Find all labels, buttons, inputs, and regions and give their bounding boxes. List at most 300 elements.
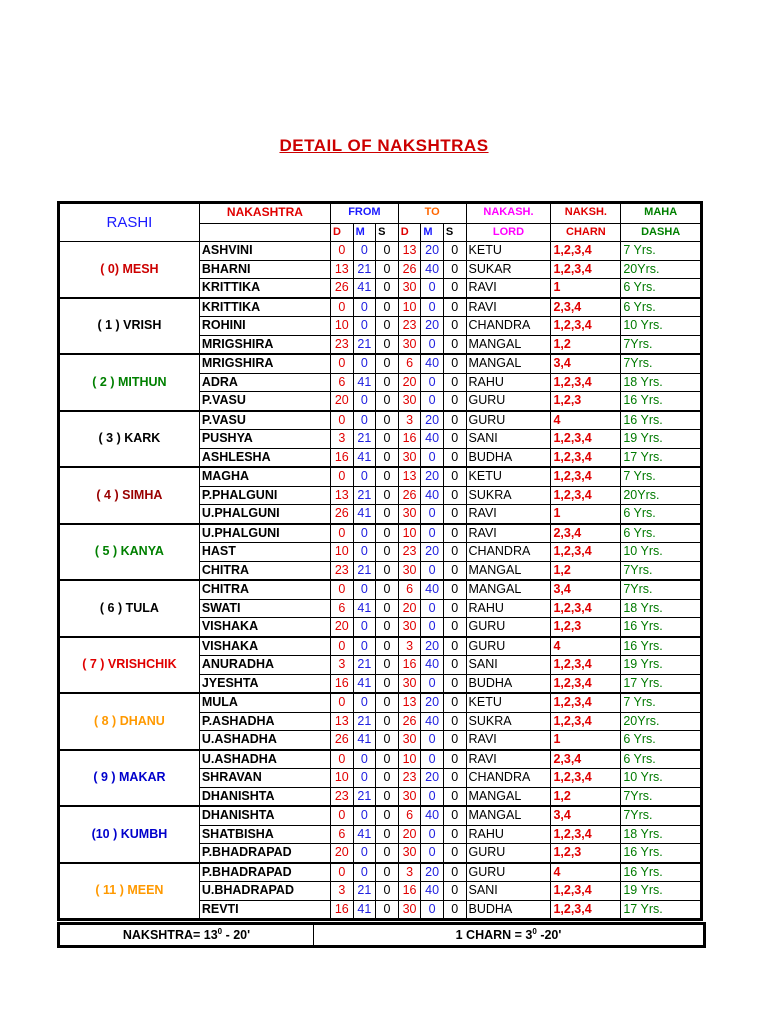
rashi-cell: ( 7 ) VRISHCHIK xyxy=(59,637,200,694)
to-minute: 40 xyxy=(421,712,444,731)
from-degree: 0 xyxy=(331,467,354,486)
table-row xyxy=(59,242,702,261)
to-minute: 40 xyxy=(421,656,444,675)
table-row xyxy=(59,411,702,430)
from-degree: 0 xyxy=(331,524,354,543)
header-from: FROM xyxy=(331,203,399,224)
header-to-d: D xyxy=(398,224,421,242)
nakshatra-name: MRIGSHIRA xyxy=(199,354,330,373)
nakshatra-lord: SANI xyxy=(466,656,551,675)
to-degree: 13 xyxy=(398,242,421,261)
nakshatra-name: VISHAKA xyxy=(199,618,330,637)
from-degree: 20 xyxy=(331,392,354,411)
from-degree: 13 xyxy=(331,712,354,731)
charn: 1,2,3,4 xyxy=(551,599,621,618)
from-minute: 41 xyxy=(353,448,376,467)
to-second: 0 xyxy=(443,467,466,486)
to-degree: 30 xyxy=(398,900,421,920)
to-second: 0 xyxy=(443,411,466,430)
table-row xyxy=(59,524,702,543)
to-minute: 40 xyxy=(421,806,444,825)
maha-dasha: 16 Yrs. xyxy=(621,411,702,430)
rashi-cell: ( 0) MESH xyxy=(59,242,200,298)
from-second: 0 xyxy=(376,750,399,769)
footer-row xyxy=(59,924,705,947)
from-minute: 0 xyxy=(353,750,376,769)
from-second: 0 xyxy=(376,900,399,920)
from-second: 0 xyxy=(376,524,399,543)
from-minute: 0 xyxy=(353,806,376,825)
to-second: 0 xyxy=(443,524,466,543)
to-second: 0 xyxy=(443,430,466,449)
from-second: 0 xyxy=(376,335,399,354)
charn: 1,2,3,4 xyxy=(551,373,621,392)
header-nakashtra: NAKASHTRA xyxy=(199,203,330,224)
to-degree: 30 xyxy=(398,731,421,750)
from-second: 0 xyxy=(376,411,399,430)
nakshatra-name: CHITRA xyxy=(199,561,330,580)
nakshatra-name: ANURADHA xyxy=(199,656,330,675)
nakshatra-name: DHANISHTA xyxy=(199,787,330,806)
from-degree: 10 xyxy=(331,543,354,562)
charn: 1,2,3,4 xyxy=(551,674,621,693)
to-second: 0 xyxy=(443,317,466,336)
from-minute: 0 xyxy=(353,637,376,656)
to-second: 0 xyxy=(443,580,466,599)
from-degree: 0 xyxy=(331,806,354,825)
to-second: 0 xyxy=(443,844,466,863)
from-minute: 21 xyxy=(353,712,376,731)
maha-dasha: 6 Yrs. xyxy=(621,279,702,298)
charn: 1,2,3,4 xyxy=(551,543,621,562)
footer-left-text: NAKSHTRA= 13 xyxy=(122,928,218,943)
from-second: 0 xyxy=(376,505,399,524)
nakshatra-name: P.VASU xyxy=(199,411,330,430)
from-degree: 23 xyxy=(331,787,354,806)
charn: 1,2,3,4 xyxy=(551,712,621,731)
nakshatra-lord: SUKRA xyxy=(466,712,551,731)
header-lord-2: LORD xyxy=(466,224,551,242)
to-second: 0 xyxy=(443,448,466,467)
to-minute: 20 xyxy=(421,467,444,486)
to-degree: 20 xyxy=(398,373,421,392)
maha-dasha: 17 Yrs. xyxy=(621,674,702,693)
rashi-cell: ( 6 ) TULA xyxy=(59,580,200,637)
from-minute: 0 xyxy=(353,298,376,317)
from-degree: 26 xyxy=(331,279,354,298)
table-row xyxy=(59,354,702,373)
nakshatra-name: U.ASHADHA xyxy=(199,731,330,750)
maha-dasha: 7Yrs. xyxy=(621,580,702,599)
maha-dasha: 18 Yrs. xyxy=(621,825,702,844)
rashi-cell: ( 8 ) DHANU xyxy=(59,693,200,750)
from-minute: 0 xyxy=(353,863,376,882)
header-lord-1: NAKASH. xyxy=(466,203,551,224)
from-degree: 16 xyxy=(331,674,354,693)
charn: 1,2,3,4 xyxy=(551,317,621,336)
to-degree: 3 xyxy=(398,411,421,430)
to-minute: 0 xyxy=(421,750,444,769)
to-second: 0 xyxy=(443,373,466,392)
from-second: 0 xyxy=(376,882,399,901)
from-second: 0 xyxy=(376,298,399,317)
charn: 4 xyxy=(551,637,621,656)
nakshatra-lord: SANI xyxy=(466,430,551,449)
table-row xyxy=(59,298,702,317)
from-degree: 6 xyxy=(331,373,354,392)
nakshatra-name: SHATBISHA xyxy=(199,825,330,844)
nakshatra-name: ASHLESHA xyxy=(199,448,330,467)
from-minute: 0 xyxy=(353,317,376,336)
charn: 1,2,3,4 xyxy=(551,900,621,920)
footer-table xyxy=(57,922,706,948)
from-second: 0 xyxy=(376,863,399,882)
to-minute: 0 xyxy=(421,373,444,392)
to-minute: 20 xyxy=(421,411,444,430)
to-minute: 40 xyxy=(421,260,444,279)
maha-dasha: 6 Yrs. xyxy=(621,505,702,524)
maha-dasha: 7Yrs. xyxy=(621,354,702,373)
nakshatra-name: P.BHADRAPAD xyxy=(199,844,330,863)
to-degree: 30 xyxy=(398,392,421,411)
charn: 1,2 xyxy=(551,787,621,806)
to-second: 0 xyxy=(443,693,466,712)
from-second: 0 xyxy=(376,844,399,863)
nakshatra-name: P.ASHADHA xyxy=(199,712,330,731)
to-minute: 0 xyxy=(421,335,444,354)
from-minute: 21 xyxy=(353,882,376,901)
to-minute: 20 xyxy=(421,637,444,656)
from-minute: 41 xyxy=(353,900,376,920)
to-degree: 16 xyxy=(398,430,421,449)
to-second: 0 xyxy=(443,825,466,844)
table-row xyxy=(59,467,702,486)
from-degree: 10 xyxy=(331,317,354,336)
from-degree: 0 xyxy=(331,637,354,656)
to-minute: 20 xyxy=(421,769,444,788)
to-minute: 20 xyxy=(421,242,444,261)
footer-right-tail: -20' xyxy=(536,928,562,943)
to-second: 0 xyxy=(443,335,466,354)
charn: 1,2,3,4 xyxy=(551,769,621,788)
from-minute: 0 xyxy=(353,467,376,486)
to-second: 0 xyxy=(443,618,466,637)
from-second: 0 xyxy=(376,637,399,656)
nakshatra-name: DHANISHTA xyxy=(199,806,330,825)
to-second: 0 xyxy=(443,656,466,675)
to-second: 0 xyxy=(443,882,466,901)
charn: 1,2,3,4 xyxy=(551,693,621,712)
from-second: 0 xyxy=(376,354,399,373)
from-degree: 16 xyxy=(331,900,354,920)
rashi-cell: ( 9 ) MAKAR xyxy=(59,750,200,807)
from-degree: 0 xyxy=(331,863,354,882)
from-minute: 21 xyxy=(353,260,376,279)
to-degree: 16 xyxy=(398,882,421,901)
nakshatra-lord: GURU xyxy=(466,844,551,863)
from-degree: 3 xyxy=(331,882,354,901)
from-minute: 41 xyxy=(353,599,376,618)
nakshatra-lord: BUDHA xyxy=(466,448,551,467)
nakshatra-lord: RAVI xyxy=(466,750,551,769)
nakshatra-lord: GURU xyxy=(466,637,551,656)
to-second: 0 xyxy=(443,279,466,298)
to-minute: 0 xyxy=(421,448,444,467)
to-degree: 10 xyxy=(398,298,421,317)
from-second: 0 xyxy=(376,448,399,467)
header-from-s: S xyxy=(376,224,399,242)
from-degree: 6 xyxy=(331,825,354,844)
to-second: 0 xyxy=(443,731,466,750)
from-second: 0 xyxy=(376,580,399,599)
footer-right-text: 1 CHARN = 3 xyxy=(455,928,533,943)
footer-charn-span xyxy=(314,924,705,947)
page-title: DETAIL OF NAKSHTRAS xyxy=(279,136,489,155)
to-minute: 0 xyxy=(421,618,444,637)
nakshatra-lord: RAHU xyxy=(466,825,551,844)
from-degree: 13 xyxy=(331,260,354,279)
to-degree: 26 xyxy=(398,260,421,279)
header-row-1 xyxy=(59,203,702,224)
to-degree: 20 xyxy=(398,599,421,618)
from-second: 0 xyxy=(376,599,399,618)
nakshatra-name: MRIGSHIRA xyxy=(199,335,330,354)
charn: 1,2,3 xyxy=(551,844,621,863)
to-minute: 40 xyxy=(421,354,444,373)
to-second: 0 xyxy=(443,674,466,693)
from-minute: 0 xyxy=(353,769,376,788)
nakshatra-name: BHARNI xyxy=(199,260,330,279)
nakshatra-lord: KETU xyxy=(466,242,551,261)
maha-dasha: 6 Yrs. xyxy=(621,750,702,769)
from-minute: 0 xyxy=(353,844,376,863)
nakshatra-lord: GURU xyxy=(466,392,551,411)
from-second: 0 xyxy=(376,787,399,806)
maha-dasha: 16 Yrs. xyxy=(621,863,702,882)
from-degree: 23 xyxy=(331,335,354,354)
from-minute: 41 xyxy=(353,505,376,524)
to-minute: 40 xyxy=(421,430,444,449)
from-degree: 20 xyxy=(331,844,354,863)
maha-dasha: 20Yrs. xyxy=(621,260,702,279)
nakshatra-lord: GURU xyxy=(466,411,551,430)
maha-dasha: 6 Yrs. xyxy=(621,298,702,317)
header-charn-1: NAKSH. xyxy=(551,203,621,224)
rashi-cell: (10 ) KUMBH xyxy=(59,806,200,863)
from-second: 0 xyxy=(376,467,399,486)
from-second: 0 xyxy=(376,712,399,731)
to-second: 0 xyxy=(443,599,466,618)
nakshatra-name: U.BHADRAPAD xyxy=(199,882,330,901)
to-degree: 30 xyxy=(398,279,421,298)
from-minute: 0 xyxy=(353,354,376,373)
to-degree: 6 xyxy=(398,354,421,373)
to-second: 0 xyxy=(443,637,466,656)
to-minute: 0 xyxy=(421,524,444,543)
nakshatra-lord: MANGAL xyxy=(466,561,551,580)
to-second: 0 xyxy=(443,712,466,731)
maha-dasha: 19 Yrs. xyxy=(621,656,702,675)
nakshatra-name: P.PHALGUNI xyxy=(199,486,330,505)
charn: 2,3,4 xyxy=(551,524,621,543)
to-second: 0 xyxy=(443,543,466,562)
to-second: 0 xyxy=(443,242,466,261)
from-second: 0 xyxy=(376,279,399,298)
header-dasha-2: DASHA xyxy=(621,224,702,242)
to-degree: 23 xyxy=(398,769,421,788)
to-minute: 20 xyxy=(421,863,444,882)
maha-dasha: 17 Yrs. xyxy=(621,448,702,467)
table-row xyxy=(59,806,702,825)
from-degree: 0 xyxy=(331,750,354,769)
charn: 1,2 xyxy=(551,335,621,354)
header-rashi: RASHI xyxy=(59,203,200,242)
charn: 1,2,3 xyxy=(551,392,621,411)
nakshatra-name: PUSHYA xyxy=(199,430,330,449)
nakshatra-lord: CHANDRA xyxy=(466,317,551,336)
charn: 1,2,3 xyxy=(551,618,621,637)
maha-dasha: 10 Yrs. xyxy=(621,317,702,336)
nakshatra-lord: KETU xyxy=(466,467,551,486)
from-minute: 0 xyxy=(353,693,376,712)
to-second: 0 xyxy=(443,354,466,373)
to-degree: 30 xyxy=(398,618,421,637)
nakshatra-lord: MANGAL xyxy=(466,787,551,806)
from-degree: 16 xyxy=(331,448,354,467)
charn: 1,2 xyxy=(551,561,621,580)
maha-dasha: 19 Yrs. xyxy=(621,882,702,901)
to-degree: 3 xyxy=(398,863,421,882)
to-second: 0 xyxy=(443,806,466,825)
to-degree: 6 xyxy=(398,806,421,825)
nakshatra-lord: MANGAL xyxy=(466,806,551,825)
to-minute: 0 xyxy=(421,298,444,317)
rashi-cell: ( 3 ) KARK xyxy=(59,411,200,468)
nakshatra-name: JYESHTA xyxy=(199,674,330,693)
from-degree: 0 xyxy=(331,580,354,599)
from-second: 0 xyxy=(376,693,399,712)
to-degree: 30 xyxy=(398,674,421,693)
from-degree: 26 xyxy=(331,731,354,750)
from-second: 0 xyxy=(376,731,399,750)
from-second: 0 xyxy=(376,242,399,261)
to-second: 0 xyxy=(443,787,466,806)
nakshatra-name: SHRAVAN xyxy=(199,769,330,788)
table-row xyxy=(59,637,702,656)
from-degree: 0 xyxy=(331,298,354,317)
maha-dasha: 20Yrs. xyxy=(621,712,702,731)
rashi-cell: ( 11 ) MEEN xyxy=(59,863,200,920)
footer-left-sup: 0 xyxy=(217,927,223,937)
nakshatra-name: ASHVINI xyxy=(199,242,330,261)
to-degree: 30 xyxy=(398,787,421,806)
nakshatra-name: ADRA xyxy=(199,373,330,392)
nakshatra-lord: KETU xyxy=(466,693,551,712)
to-degree: 3 xyxy=(398,637,421,656)
nakshatra-lord: MANGAL xyxy=(466,335,551,354)
maha-dasha: 16 Yrs. xyxy=(621,392,702,411)
from-minute: 41 xyxy=(353,731,376,750)
rashi-cell: ( 2 ) MITHUN xyxy=(59,354,200,411)
to-second: 0 xyxy=(443,486,466,505)
nakshatra-name: HAST xyxy=(199,543,330,562)
from-minute: 21 xyxy=(353,561,376,580)
charn: 4 xyxy=(551,863,621,882)
to-degree: 13 xyxy=(398,467,421,486)
maha-dasha: 18 Yrs. xyxy=(621,373,702,392)
nakshatra-lord: RAHU xyxy=(466,599,551,618)
from-minute: 21 xyxy=(353,430,376,449)
maha-dasha: 19 Yrs. xyxy=(621,430,702,449)
from-degree: 20 xyxy=(331,618,354,637)
charn: 1,2,3,4 xyxy=(551,430,621,449)
from-second: 0 xyxy=(376,618,399,637)
footer-nakshtra-span xyxy=(59,924,314,947)
to-degree: 23 xyxy=(398,543,421,562)
nakshatra-name: P.BHADRAPAD xyxy=(199,863,330,882)
to-degree: 13 xyxy=(398,693,421,712)
from-second: 0 xyxy=(376,430,399,449)
charn: 3,4 xyxy=(551,354,621,373)
to-second: 0 xyxy=(443,260,466,279)
nakshatra-name: CHITRA xyxy=(199,580,330,599)
charn: 1,2,3,4 xyxy=(551,486,621,505)
to-minute: 0 xyxy=(421,731,444,750)
nakshatra-lord: RAHU xyxy=(466,373,551,392)
maha-dasha: 17 Yrs. xyxy=(621,900,702,920)
from-degree: 3 xyxy=(331,656,354,675)
header-from-m: M xyxy=(353,224,376,242)
to-minute: 0 xyxy=(421,279,444,298)
header-to-s: S xyxy=(443,224,466,242)
nakshatra-name: ROHINI xyxy=(199,317,330,336)
to-minute: 0 xyxy=(421,787,444,806)
to-minute: 40 xyxy=(421,486,444,505)
nakshatra-lord: SUKRA xyxy=(466,486,551,505)
header-to-m: M xyxy=(421,224,444,242)
nakshatra-lord: SUKAR xyxy=(466,260,551,279)
from-second: 0 xyxy=(376,543,399,562)
to-degree: 26 xyxy=(398,486,421,505)
from-degree: 0 xyxy=(331,242,354,261)
to-degree: 30 xyxy=(398,335,421,354)
maha-dasha: 18 Yrs. xyxy=(621,599,702,618)
table-row xyxy=(59,863,702,882)
to-minute: 20 xyxy=(421,543,444,562)
charn: 3,4 xyxy=(551,806,621,825)
to-second: 0 xyxy=(443,863,466,882)
nakshatra-name: U.PHALGUNI xyxy=(199,524,330,543)
charn: 1 xyxy=(551,279,621,298)
charn: 1 xyxy=(551,731,621,750)
to-minute: 0 xyxy=(421,599,444,618)
table-row xyxy=(59,750,702,769)
to-degree: 10 xyxy=(398,750,421,769)
to-minute: 20 xyxy=(421,317,444,336)
maha-dasha: 6 Yrs. xyxy=(621,524,702,543)
from-degree: 0 xyxy=(331,411,354,430)
header-from-d: D xyxy=(331,224,354,242)
to-minute: 0 xyxy=(421,825,444,844)
maha-dasha: 10 Yrs. xyxy=(621,769,702,788)
charn: 1,2,3,4 xyxy=(551,882,621,901)
from-degree: 23 xyxy=(331,561,354,580)
charn: 1,2,3,4 xyxy=(551,825,621,844)
nakshatra-lord: RAVI xyxy=(466,298,551,317)
nakshatra-name: U.PHALGUNI xyxy=(199,505,330,524)
from-minute: 21 xyxy=(353,335,376,354)
from-second: 0 xyxy=(376,561,399,580)
